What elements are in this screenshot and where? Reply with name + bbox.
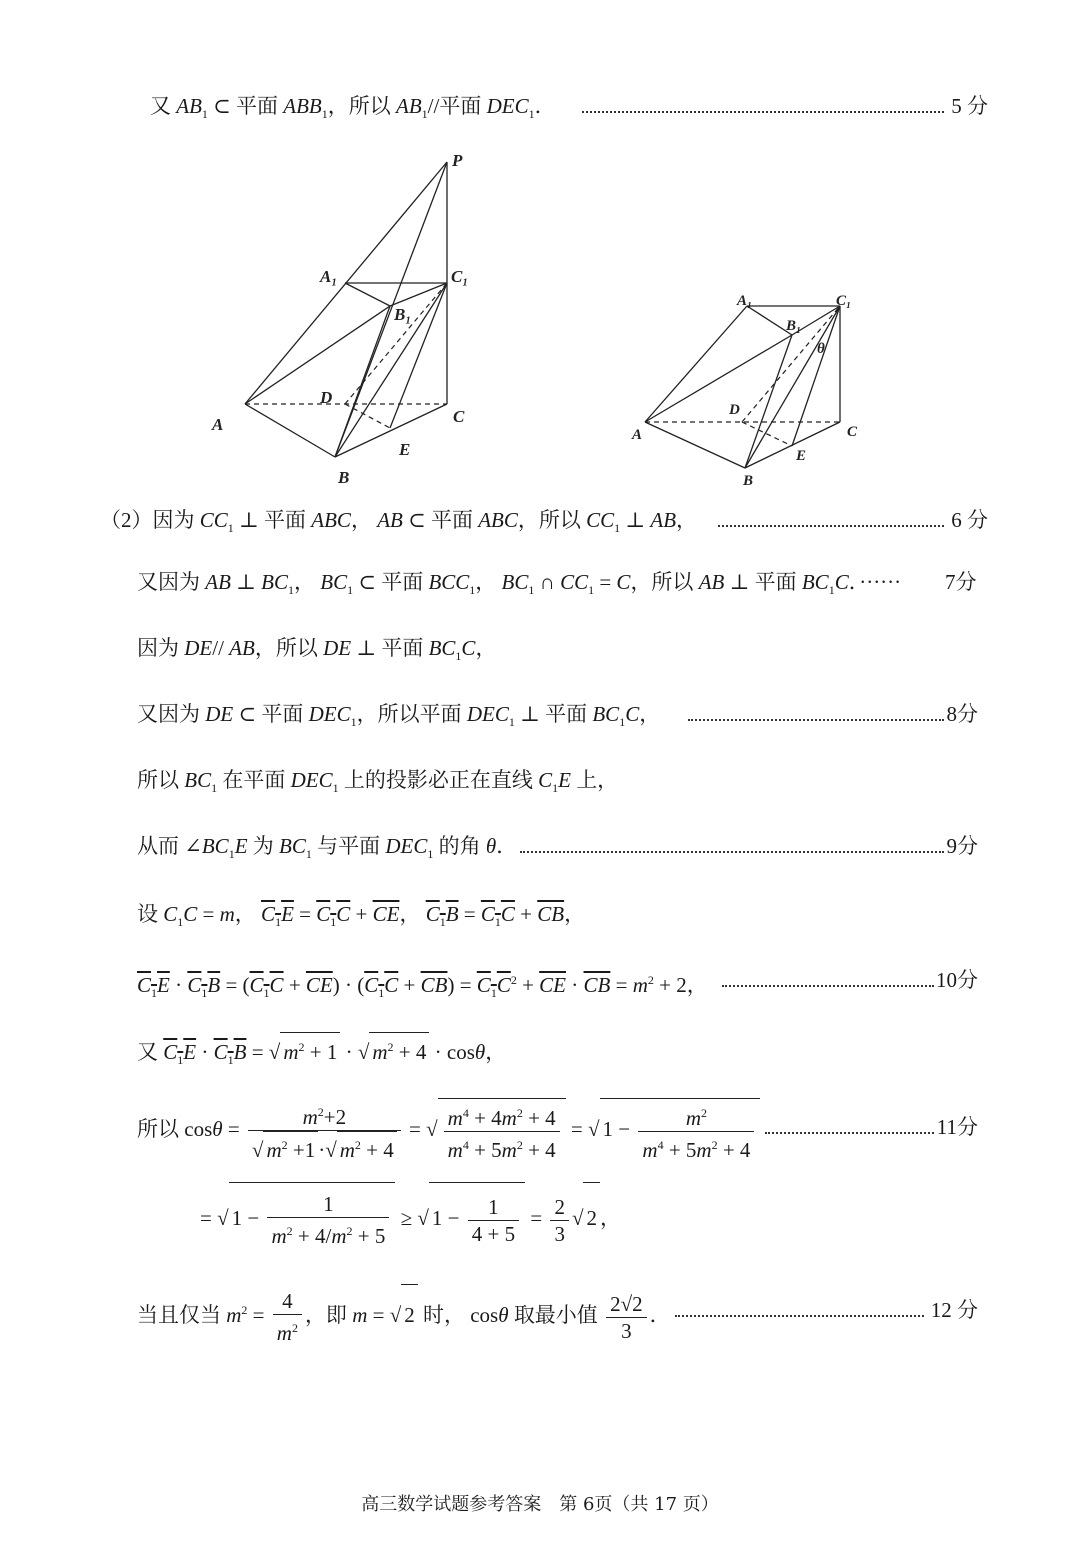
- line-projection: 所以 $BC_1$ 在平面 $DEC_1$ 上的投影必正在直线 $C_1E$ 上，: [137, 768, 619, 796]
- score-leader: [765, 1113, 978, 1141]
- label-C: C: [453, 407, 465, 426]
- label-B: B: [338, 468, 350, 487]
- label-theta: θ: [817, 341, 825, 357]
- label-B1: B₁: [394, 305, 412, 324]
- label-D: D: [729, 402, 740, 418]
- score-10: 10分: [936, 968, 978, 992]
- line-plane-perp: 又因为 DE ⊂ 平面 $DEC_1$，所以平面 $DEC_1$ ⊥ 平面 $BC_1C$，: [137, 702, 661, 730]
- label-A1: A₁: [320, 267, 338, 286]
- score-11: 11分: [936, 1115, 978, 1139]
- line-ab-perp-plane: 又因为 AB ⊥ $BC_1$， $BC_1$ ⊂ 平面 $BCC_1$， $BC_1$ ∩ $CC_1 = C$，所以 AB ⊥ 平面 $BC_1C$．······: [137, 570, 902, 598]
- line-conclusion-parallel: 又 $AB_1$ ⊂ 平面 $ABB_1$，所以 $AB_1//$平面 $DEC_1$．: [150, 94, 556, 122]
- label-C1: C₁: [836, 293, 852, 309]
- score-leader: [582, 92, 988, 120]
- label-A: A: [212, 415, 224, 434]
- label-A: A: [632, 427, 643, 443]
- label-E: E: [399, 440, 411, 459]
- score-leader: [688, 700, 978, 728]
- line-part2-start: （2）因为 $CC_1$ ⊥ 平面 ABC， AB ⊂ 平面 ABC，所以 $CC_1$ ⊥ AB，: [100, 508, 698, 536]
- score-9: 9分: [946, 834, 978, 858]
- label-B: B: [743, 473, 754, 489]
- line-set-vectors: 设 $C_1C = m$， $C_1E = C_1C + \overline{CE}$， $C_1B = C_1C + \overline{CB}$，: [137, 902, 586, 930]
- line-inequality: = √ 1 − $\frac{1}{m^2 + 4/m^2 + 5}$ ≥ √ 1 − $\frac{1}{4 + 5}$ = $\frac{2}{3}$ √ 2 ，: [200, 1182, 621, 1253]
- line-de-parallel-ab: 因为 DE// AB，所以 DE ⊥ 平面 $BC_1C$，: [137, 636, 497, 664]
- line-min-value: 当且仅当 $m^2$ = $\frac{4}{m^2}$ ，即 m = √ 2 时， cosθ 取最小值 $\frac{2√2}{3}$ ．: [137, 1280, 671, 1346]
- score-8: 8分: [946, 702, 978, 726]
- score-12: 12 分: [930, 1298, 978, 1322]
- score-leader: [520, 832, 978, 860]
- figure-1-pyramid: [200, 145, 500, 495]
- score-leader: [675, 1296, 978, 1324]
- line-dot-product: $C_1E \cdot C_1B = (C_1C + \overline{CE}) \cdot (C_1C + \overline{CB}) = C_1C^2 + \overline{CE} \cdot \overline{CB} = m^2 + 2$，: [137, 973, 708, 1001]
- page-footer: 高三数学试题参考答案 第 6页（共 17 页）: [361, 1494, 719, 1515]
- score-leader: [718, 506, 988, 534]
- line-cos-theta: 所以 cosθ = $\frac{m^2+2}{√ m^2 +1 \cdot√ m^2 + 4}$ = √ $\frac{m^4 + 4m^2 + 4}{m^4 + 5m^2 + 4}$ = √ 1 − $\frac{m^2}{m^4 + 5m^2 + 4}$: [137, 1098, 760, 1163]
- figure-2-prism: [625, 290, 865, 490]
- score-5: 5 分: [951, 94, 988, 118]
- score-leader: [722, 966, 978, 994]
- label-C1: C₁: [451, 267, 469, 286]
- label-A1: A₁: [737, 293, 753, 309]
- line-dot-product-cos: 又 $C_1E \cdot C_1B$ = √ $m^2 + 1$ · √ $m^2 + 4 \cdot \cos\theta$，: [137, 1032, 506, 1074]
- score-6: 6 分: [951, 508, 988, 532]
- score-7: 7分: [945, 570, 977, 594]
- line-angle-theta: 从而 $\angle BC_1E$ 为 $BC_1$ 与平面 $DEC_1$ 的角 θ．: [137, 834, 518, 862]
- label-E: E: [796, 448, 807, 464]
- label-P: P: [452, 151, 463, 170]
- label-C: C: [847, 424, 858, 440]
- label-D: D: [320, 388, 333, 407]
- label-B1: B₁: [786, 318, 802, 334]
